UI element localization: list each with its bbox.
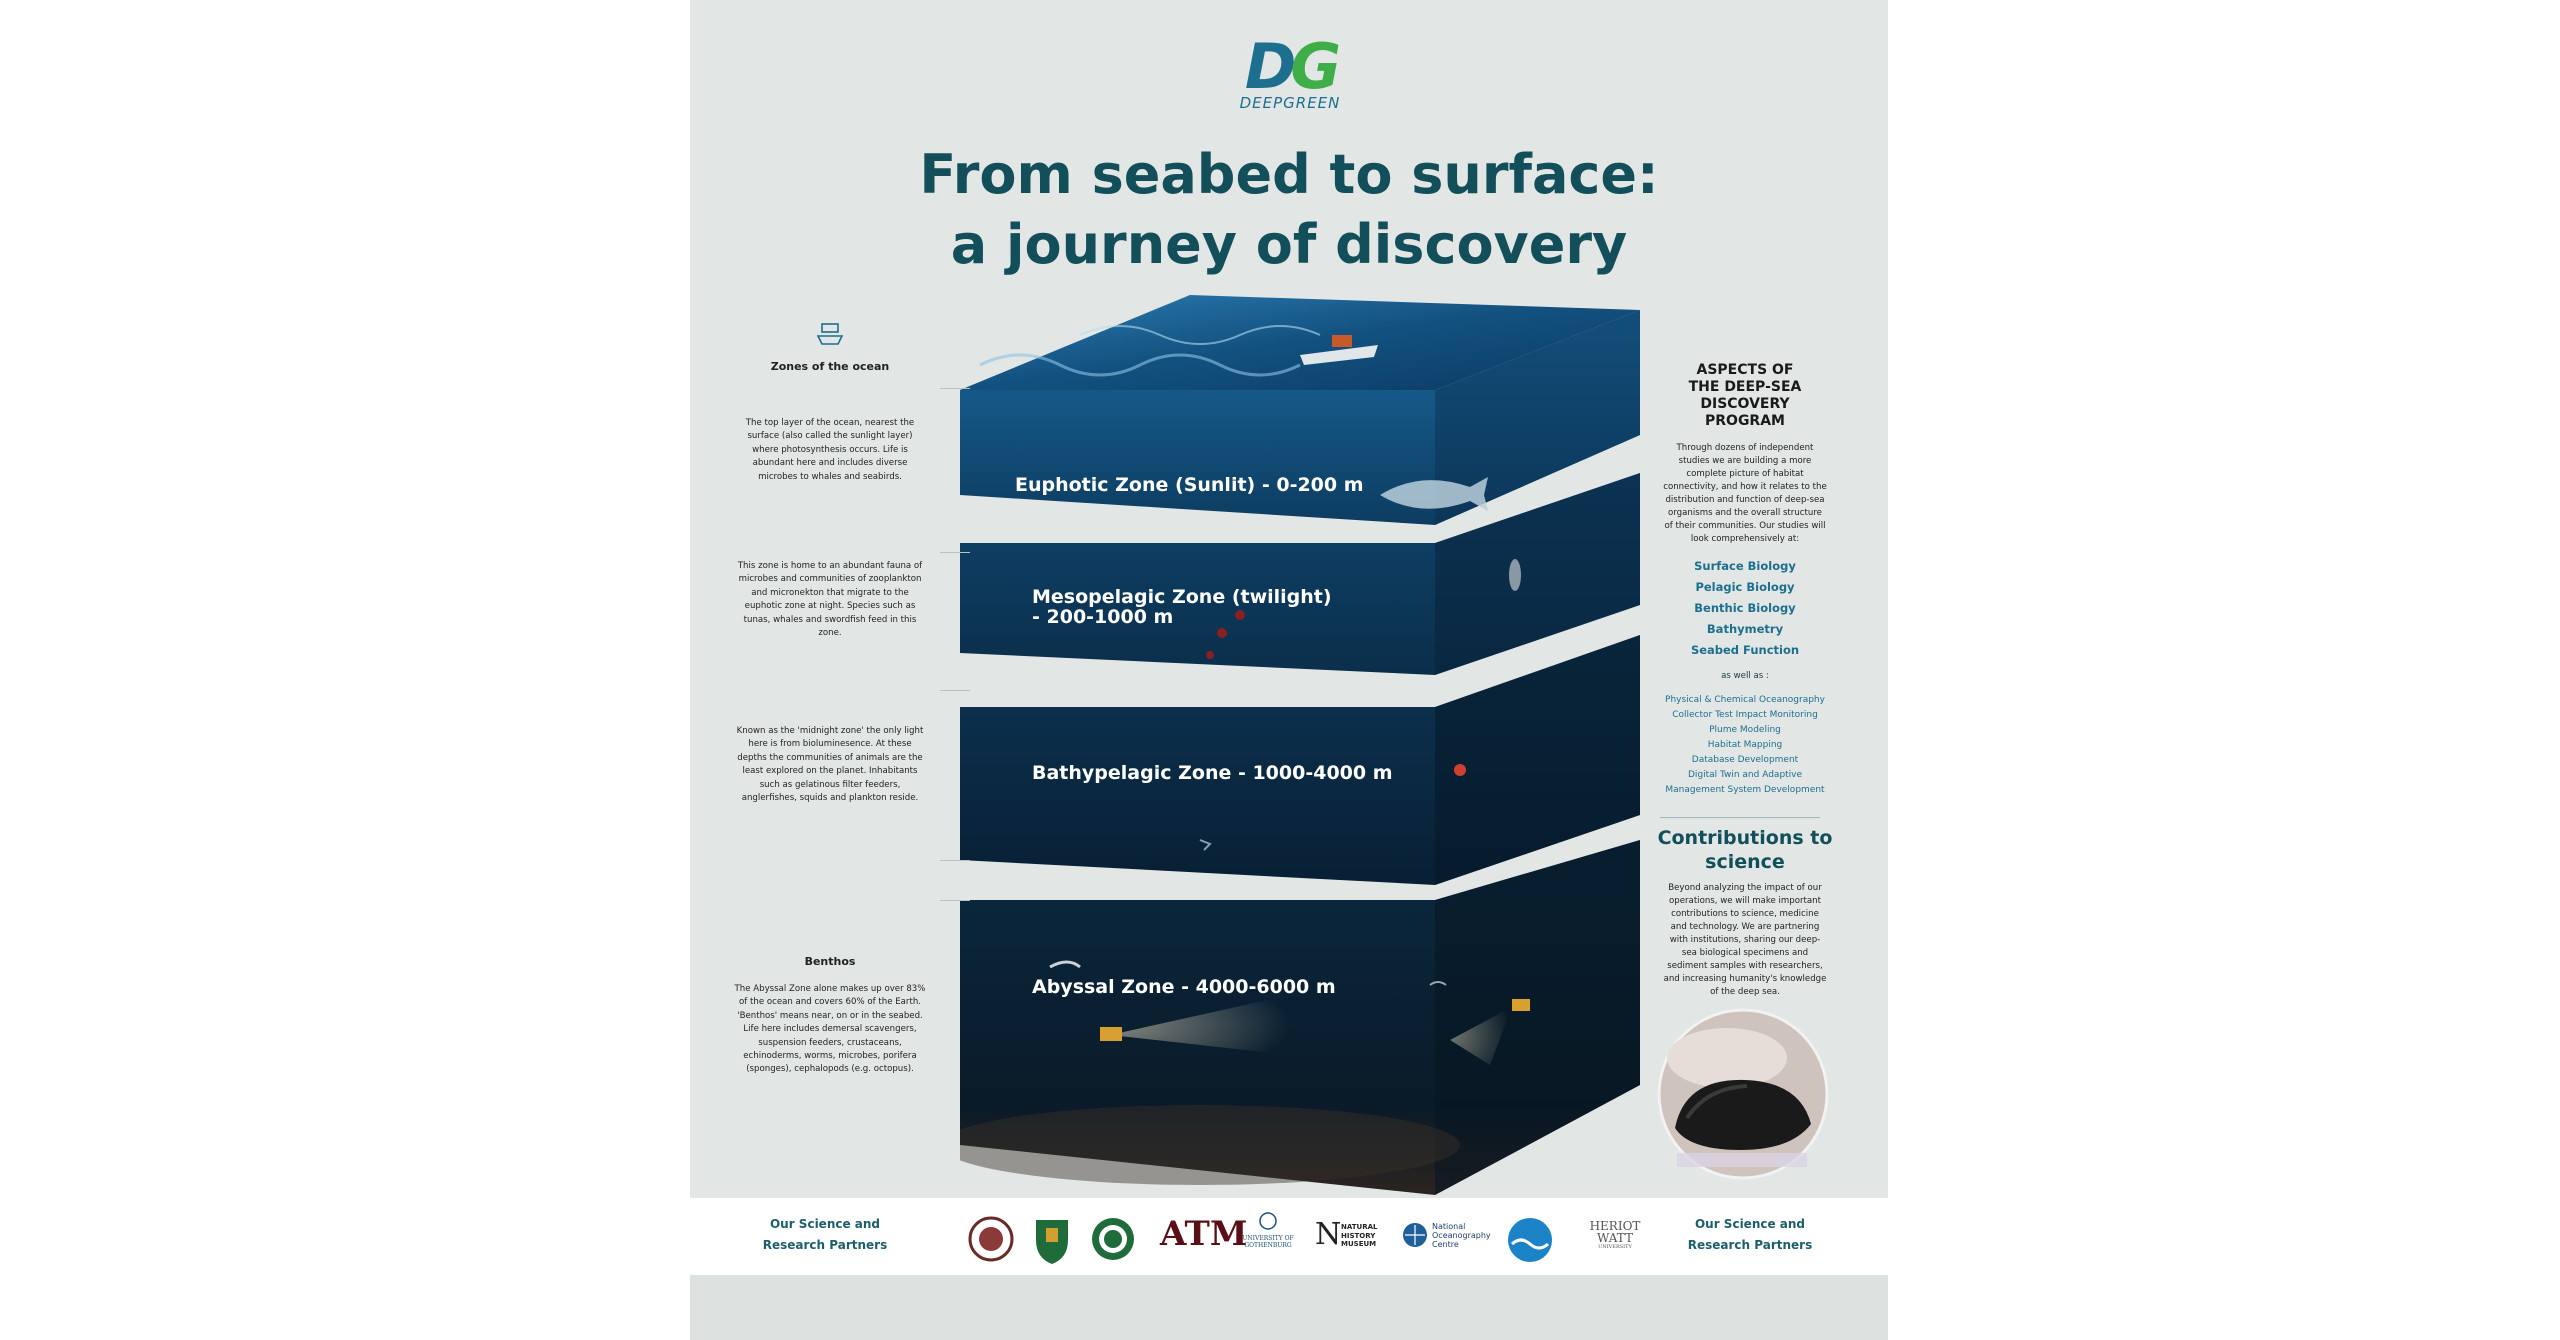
contrib-text-line: with institutions, sharing our deep- <box>1669 935 1821 945</box>
secondary-topic: Management System Development <box>1665 785 1825 795</box>
benthos-heading <box>730 955 930 968</box>
squid-icon <box>1509 559 1521 591</box>
partners-label-line: Our Science and <box>769 1217 881 1231</box>
bathypelagic-description <box>730 725 930 805</box>
desc-line: echinoderms, worms, microbes, porifera <box>743 1051 917 1062</box>
desc-line: microbes to whales and seabirds. <box>758 471 902 482</box>
deepgreen-logo <box>1220 30 1360 116</box>
aspects-title-line: DISCOVERY <box>1700 396 1790 412</box>
title-line-2: a journey of discovery <box>950 213 1628 276</box>
noc-line: Centre <box>1432 1240 1459 1249</box>
desc-line: such as gelatinous filter feeders, <box>759 779 901 790</box>
abyssal-layer <box>960 840 1640 1195</box>
heriot-line: WATT <box>1597 1231 1633 1245</box>
topic-seabed-function: Seabed Function <box>1690 643 1800 657</box>
secondary-topic: Database Development <box>1691 755 1799 765</box>
contrib-text-line: sediment samples with researchers, <box>1667 961 1823 971</box>
noc-line: National <box>1432 1222 1466 1231</box>
contrib-title-line: Contributions to <box>1657 827 1833 849</box>
secondary-topic: Plume Modeling <box>1709 725 1781 735</box>
contrib-text-line: of the deep sea. <box>1710 987 1780 997</box>
leader-line <box>940 860 970 861</box>
mesopelagic-description <box>730 560 930 640</box>
section-divider <box>1660 817 1820 818</box>
title-line-1: From seabed to surface: <box>919 143 1659 206</box>
partners-label-right <box>1675 1214 1825 1256</box>
poster <box>690 0 1888 1340</box>
desc-line: suspension feeders, crustaceans, <box>758 1037 902 1048</box>
zone-title-mesopelagic-line2: - 200-1000 m <box>1032 606 1174 628</box>
university-seal-2-icon <box>1090 1216 1136 1262</box>
secondary-topic: Collector Test Impact Monitoring <box>1672 710 1818 720</box>
desc-line: least explored on the planet. Inhabitants <box>742 766 918 777</box>
partners-label-line: Research Partners <box>1687 1238 1813 1252</box>
wave-circle-logo-icon <box>1506 1216 1554 1264</box>
aspects-text-line: complete picture of habitat <box>1686 469 1804 479</box>
desc-line: here is from bioluminesence. At these <box>748 739 912 750</box>
desc-line: Life here includes demersal scavengers, <box>743 1024 917 1035</box>
leader-line <box>940 900 970 901</box>
contrib-text-line: sea biological specimens and <box>1681 948 1809 958</box>
topic-benthic-biology: Benthic Biology <box>1694 601 1796 615</box>
contrib-text-line: contributions to science, medicine <box>1671 909 1819 919</box>
aspects-title-line: ASPECTS OF <box>1696 362 1794 378</box>
desc-line: (sponges), cephalopods (e.g. octopus). <box>746 1064 914 1075</box>
desc-line: depths the communities of animals are the <box>737 752 923 763</box>
topic-pelagic-biology: Pelagic Biology <box>1695 580 1795 594</box>
contrib-title-line: science <box>1705 851 1785 873</box>
rov-vehicle-icon <box>1100 1027 1122 1041</box>
as-well-as-label: as well as : <box>1721 671 1769 681</box>
leader-line <box>940 552 970 553</box>
partners-label-line: Our Science and <box>1694 1217 1806 1231</box>
ocean-layers-illustration <box>960 295 1640 1195</box>
contributions-section <box>1650 826 1840 999</box>
partners-label-left <box>750 1214 900 1256</box>
zone-title-bathypelagic: Bathypelagic Zone - 1000-4000 m <box>1032 762 1393 784</box>
desc-line: This zone is home to an abundant fauna of <box>737 561 923 571</box>
aspects-title-line: THE DEEP-SEA <box>1688 379 1802 395</box>
benthos-title: Benthos <box>804 955 856 968</box>
desc-line: abundant here and includes diverse <box>752 458 908 469</box>
nhm-line: HISTORY <box>1341 1231 1376 1240</box>
logo-letter-g: G <box>1290 30 1336 103</box>
leader-line <box>940 690 970 691</box>
zone-title-mesopelagic <box>1032 587 1332 627</box>
texas-am-logo: ATM <box>1160 1214 1248 1254</box>
topic-bathymetry: Bathymetry <box>1706 622 1784 636</box>
desc-line: Known as the 'midnight zone' the only light <box>736 726 924 736</box>
logo-wordmark: DEEPGREEN <box>1239 94 1341 112</box>
topic-surface-biology: Surface Biology <box>1694 559 1796 573</box>
aspects-title-line: PROGRAM <box>1705 413 1785 429</box>
desc-line: where photosynthesis occurs. Life is <box>752 444 908 455</box>
zone-title-abyssal: Abyssal Zone - 4000-6000 m <box>1032 976 1336 998</box>
desc-line: 'Benthos' means near, on or in the seabed. <box>737 1010 923 1021</box>
benthos-description <box>730 983 930 1077</box>
desc-line: of the ocean and covers 60% of the Earth. <box>738 997 922 1008</box>
globe-icon <box>1402 1222 1428 1248</box>
gothenburg-logo <box>1238 1212 1298 1249</box>
gothenburg-seal-icon <box>1259 1212 1277 1230</box>
secondary-topic: Habitat Mapping <box>1707 740 1783 750</box>
university-seal-1-icon <box>968 1216 1014 1262</box>
desc-line: The Abyssal Zone alone makes up over 83% <box>734 984 926 994</box>
gothenburg-line: UNIVERSITY OF <box>1242 1235 1294 1242</box>
contrib-text-line: Beyond analyzing the impact of our <box>1668 883 1822 893</box>
page-title <box>690 140 1888 280</box>
desc-line: surface (also called the sunlight layer) <box>747 431 913 442</box>
heriot-line: HERIOT <box>1589 1219 1641 1233</box>
desc-line: anglerfishes, squids and plankton reside. <box>741 793 919 804</box>
bathypelagic-layer <box>960 635 1640 885</box>
euphotic-description <box>730 417 930 484</box>
desc-line: The top layer of the ocean, nearest the <box>745 418 915 428</box>
heriot-watt-logo <box>1580 1220 1650 1251</box>
zones-title: Zones of the ocean <box>770 360 890 373</box>
ship-outline-icon <box>816 322 844 348</box>
aspects-text-line: studies we are building a more <box>1678 456 1812 466</box>
zone-title-mesopelagic-line1: Mesopelagic Zone (twilight) <box>1032 586 1332 608</box>
poster-bottom-margin <box>690 1275 1888 1340</box>
noc-line: Oceanography <box>1432 1231 1491 1240</box>
nhm-line: NATURAL <box>1341 1223 1378 1231</box>
logo-letter-d: D <box>1244 30 1291 103</box>
aspects-text-line: of their communities. Our studies will <box>1664 521 1826 531</box>
desc-line: tunas, whales and swordfish feed in this <box>743 614 917 625</box>
aspects-text-line: Through dozens of independent <box>1676 443 1814 453</box>
aspects-section <box>1650 362 1840 798</box>
nhm-line: MUSEUM <box>1341 1240 1377 1248</box>
contrib-text-line: and increasing humanity's knowledge <box>1663 974 1827 984</box>
desc-line: microbes and communities of zooplankton <box>738 574 922 585</box>
secondary-topic: Digital Twin and Adaptive <box>1687 770 1803 780</box>
zone-title-euphotic: Euphotic Zone (Sunlit) - 0-200 m <box>1015 474 1364 496</box>
zones-heading <box>730 360 930 373</box>
zones-icon-box <box>730 322 930 352</box>
desc-line: and micronekton that migrate to the <box>751 587 909 598</box>
contrib-text-line: operations, we will make important <box>1669 896 1821 906</box>
desc-line: euphotic zone at night. Species such as <box>744 601 916 612</box>
partners-label-line: Research Partners <box>762 1238 888 1252</box>
heriot-line: UNIVERSITY <box>1598 1244 1632 1250</box>
aspects-text-line: look comprehensively at: <box>1690 534 1800 544</box>
aspects-text-line: connectivity, and how it relates to the <box>1663 482 1827 492</box>
partners-footer: Our Science and Research Partners ATM UNIVERSITY OF GOTHENBURG N NATURAL HISTORY MUSEUM National Oceanography Centre HERIOT WATT UNIVERSITY Our Science and Research Partners <box>690 1198 1888 1275</box>
crest-shield-icon <box>1032 1216 1072 1266</box>
secondary-topic: Physical & Chemical Oceanography <box>1665 695 1825 705</box>
gothenburg-line: GOTHENBURG <box>1244 1242 1292 1249</box>
anglerfish-icon <box>1454 764 1466 776</box>
aspects-text-line: distribution and function of deep-sea <box>1665 495 1825 505</box>
leader-line <box>940 388 970 389</box>
rov-vehicle-icon <box>1512 999 1530 1011</box>
contrib-text-line: and technology. We are partnering <box>1670 922 1820 932</box>
nodule-photo <box>1657 1008 1829 1180</box>
desc-line: zone. <box>818 628 842 639</box>
aspects-text-line: organisms and the overall structure <box>1668 508 1822 518</box>
